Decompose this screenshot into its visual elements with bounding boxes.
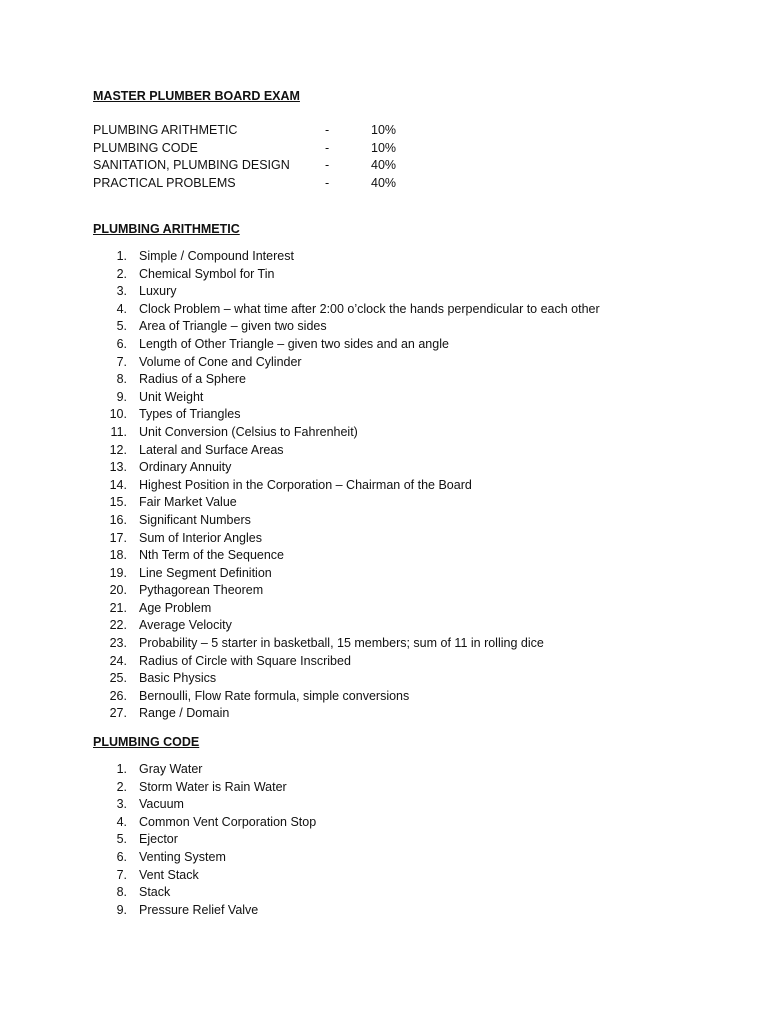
list-item-text: Clock Problem – what time after 2:00 o’clock the hands perpendicular to each other <box>139 301 600 316</box>
list-item-text: Vacuum <box>139 797 184 812</box>
list-item-number: 27. <box>109 706 127 721</box>
weight-label: SANITATION, PLUMBING DESIGN <box>93 158 290 173</box>
list-item-number: 13. <box>109 460 127 475</box>
list-item-text: Volume of Cone and Cylinder <box>139 354 302 369</box>
weight-row <box>93 122 413 140</box>
list-item-text: Radius of a Sphere <box>139 372 247 387</box>
weight-percent: 40% <box>371 158 397 173</box>
weight-percent: 10% <box>371 123 397 137</box>
weight-percent: 10% <box>371 140 397 155</box>
list-item-text: Simple / Compound Interest <box>139 249 294 263</box>
list-item-number: 9. <box>116 902 127 917</box>
list-item-number: 3. <box>116 284 127 299</box>
list-item-number: 2. <box>116 779 127 794</box>
list-item-number: 23. <box>109 636 127 651</box>
list-item-number: 9. <box>116 389 127 404</box>
exam-weights-table <box>93 122 413 192</box>
list-item-number: 1. <box>116 762 127 776</box>
list-item-text: Average Velocity <box>139 618 232 633</box>
list-item-number: 5. <box>116 832 127 847</box>
list-item-text: Radius of Circle with Square Inscribed <box>139 653 351 668</box>
list-item-number: 14. <box>109 477 127 492</box>
list-item-number: 16. <box>109 512 127 527</box>
weight-row <box>93 175 413 193</box>
weight-row <box>93 140 413 158</box>
list-item-number: 26. <box>109 688 127 703</box>
list-item-text: Stack <box>139 885 171 900</box>
list-item-text: Age Problem <box>139 600 212 615</box>
list-item-number: 1. <box>116 249 127 263</box>
list-item-number: 5. <box>116 319 127 334</box>
list-item-number: 8. <box>116 885 127 900</box>
list-item-text: Common Vent Corporation Stop <box>139 814 317 829</box>
weight-label: PRACTICAL PROBLEMS <box>93 175 236 190</box>
list-item-number: 21. <box>109 600 127 615</box>
list-item-text: Sum of Interior Angles <box>139 530 262 545</box>
list-item-number: 20. <box>109 583 127 598</box>
list-item-number: 4. <box>116 814 127 829</box>
list-item-text: Ordinary Annuity <box>139 460 232 475</box>
list-item-text: Significant Numbers <box>139 512 251 527</box>
list-item-number: 19. <box>109 565 127 580</box>
list-item-number: 6. <box>116 336 127 351</box>
weight-dash: - <box>325 158 330 173</box>
list-item-number: 24. <box>109 653 127 668</box>
list-item-number: 15. <box>109 495 127 510</box>
list-item-number: 18. <box>109 548 127 563</box>
weight-dash: - <box>325 175 330 190</box>
list-item-number: 25. <box>109 671 127 686</box>
weight-dash: - <box>325 123 330 137</box>
list-item-number: 17. <box>109 530 127 545</box>
list-item-number: 7. <box>116 867 127 882</box>
list-item-text: Fair Market Value <box>139 495 237 510</box>
list-item-text: Line Segment Definition <box>139 565 272 580</box>
list-item-number: 3. <box>116 797 127 812</box>
list-item-number: 10. <box>109 407 127 422</box>
list-item-number: 6. <box>116 849 127 864</box>
weight-label: PLUMBING ARITHMETIC <box>93 123 238 137</box>
list-item-text: Ejector <box>139 832 178 847</box>
list-item-number: 11. <box>110 424 127 439</box>
list-item-text: Pythagorean Theorem <box>139 583 264 598</box>
list-item-text: Basic Physics <box>139 671 217 686</box>
weight-label: PLUMBING CODE <box>93 140 198 155</box>
list-item-number: 12. <box>109 442 127 457</box>
list-item-text: Lateral and Surface Areas <box>139 442 284 457</box>
weight-row <box>93 157 413 175</box>
list-item-text: Area of Triangle – given two sides <box>139 319 327 334</box>
list-item-text: Range / Domain <box>139 706 230 721</box>
list-item-number: 2. <box>116 266 127 281</box>
list-item-text: Pressure Relief Valve <box>139 902 259 917</box>
list-item-number: 4. <box>116 301 127 316</box>
list-item-number: 7. <box>116 354 127 369</box>
list-item-text: Luxury <box>139 284 177 299</box>
document-title: MASTER PLUMBER BOARD EXAM <box>93 89 300 103</box>
section-heading-plumbing-code: PLUMBING CODE <box>93 735 200 749</box>
list-item-text: Types of Triangles <box>139 407 241 422</box>
list-item-number: 22. <box>109 618 127 633</box>
list-item-text: Nth Term of the Sequence <box>139 548 284 563</box>
list-item-text: Length of Other Triangle – given two sides and an angle <box>139 336 449 351</box>
weight-dash: - <box>325 140 330 155</box>
list-item-text: Gray Water <box>139 762 203 776</box>
list-item-text: Venting System <box>139 849 226 864</box>
list-item-text: Vent Stack <box>139 867 199 882</box>
list-item-text: Bernoulli, Flow Rate formula, simple conversions <box>139 688 410 703</box>
list-item-text: Highest Position in the Corporation – Chairman of the Board <box>139 477 472 492</box>
list-item-number: 8. <box>116 372 127 387</box>
weight-percent: 40% <box>371 175 397 190</box>
list-item-text: Chemical Symbol for Tin <box>139 266 275 281</box>
list-item-text: Storm Water is Rain Water <box>139 779 287 794</box>
list-item-text: Unit Conversion (Celsius to Fahrenheit) <box>139 424 358 439</box>
list-item-text: Probability – 5 starter in basketball, 15 members; sum of 11 in rolling dice <box>139 636 544 651</box>
section-heading-plumbing-arithmetic: PLUMBING ARITHMETIC <box>93 222 240 236</box>
list-item-text: Unit Weight <box>139 389 204 404</box>
